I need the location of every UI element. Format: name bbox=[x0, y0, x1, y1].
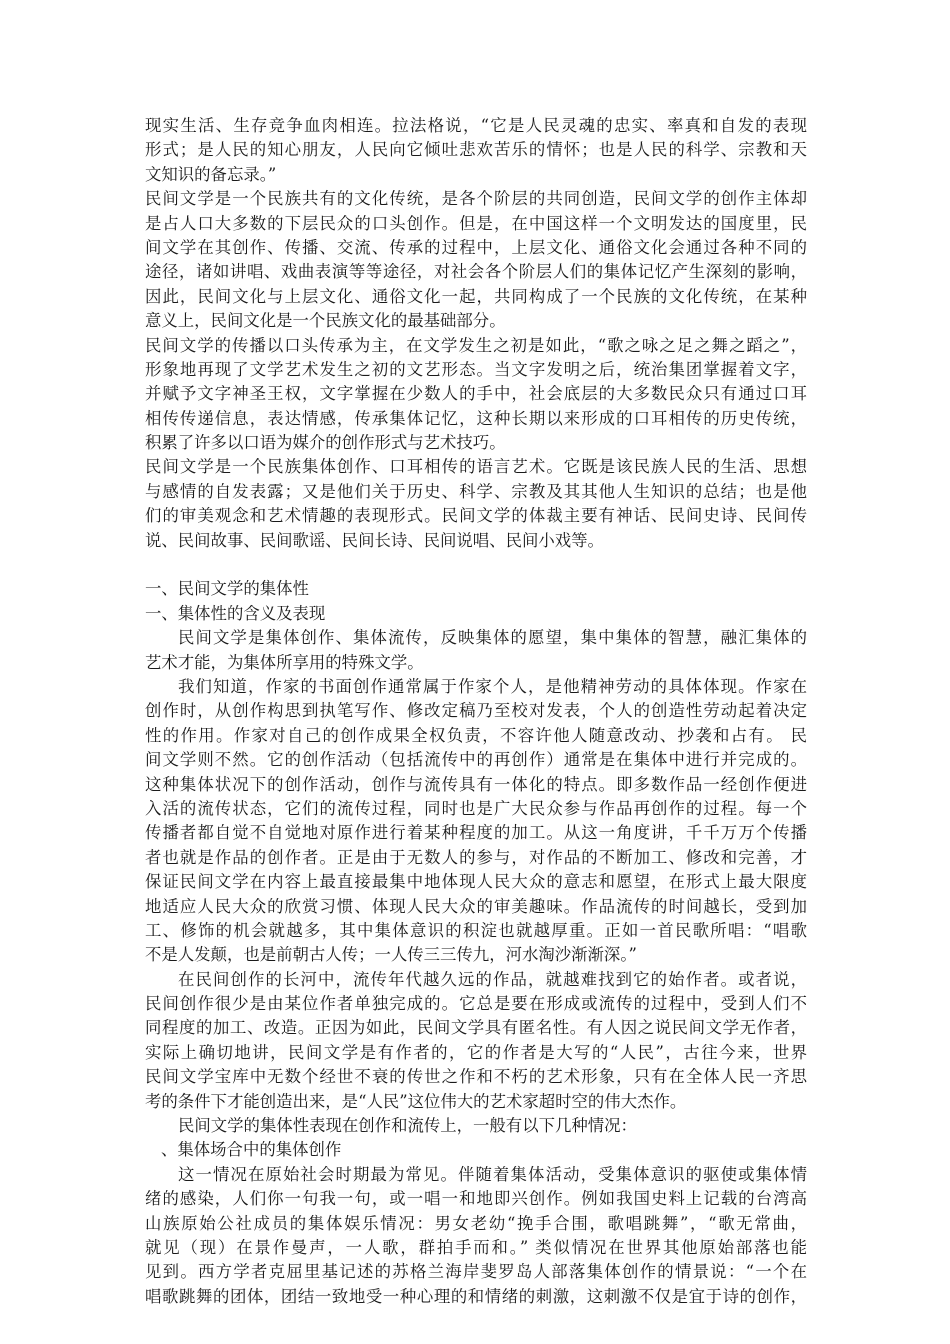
section-heading: 一、民间文学的集体性 bbox=[145, 579, 309, 599]
text-line: 传播者都自觉不自觉地对原作进行着某种程度的加工。从这一角度讲，千千万万个传播 bbox=[145, 823, 807, 843]
text-line: 们的审美观念和艺术情趣的表现形式。民间文学的体裁主要有神话、民间史诗、民间传 bbox=[145, 506, 807, 526]
text-line: 民间创作很少是由某位作者单独完成的。它总是要在形成或流传的过程中，受到人们不 bbox=[145, 994, 807, 1014]
text-line: 间文学在其创作、传播、交流、传承的过程中，上层文化、通俗文化会通过各种不同的 bbox=[145, 237, 807, 257]
text-line: 意义上，民间文化是一个民族文化的最基础部分。 bbox=[145, 311, 506, 331]
text-line: 说、民间故事、民间歌谣、民间长诗、民间说唱、民间小戏等。 bbox=[145, 530, 604, 550]
text-line: 地适应人民大众的欣赏习惯、体现人民大众的审美趣味。作品流传的时间越长，受到加 bbox=[145, 896, 807, 916]
text-line: 民间文学宝库中无数个经世不衰的传世之作和不朽的艺术形象，只有在全体人民一齐思 bbox=[145, 1067, 807, 1087]
text-line: 因此，民间文化与上层文化、通俗文化一起，共同构成了一个民族的文化传统，在某种 bbox=[145, 286, 807, 306]
text-line: 形象地再现了文学艺术发生之初的文艺形态。当文字发明之后，统治集团掌握着文字， bbox=[145, 359, 807, 379]
subsection-heading: 、集体场合中的集体创作 bbox=[161, 1140, 342, 1160]
text-line: 民间文学的传播以口头传承为主，在文学发生之初是如此，“歌之咏之足之舞之蹈之”， bbox=[145, 335, 807, 355]
text-line: 途径，诸如讲唱、戏曲表演等等途径，对社会各个阶层人们的集体记忆产生深刻的影响， bbox=[145, 262, 807, 282]
text-line: 实际上确切地讲，民间文学是有作者的，它的作者是大写的“人民”，古往今来，世界 bbox=[145, 1042, 807, 1062]
text-line: 与感情的自发表露；又是他们关于历史、科学、宗教及其其他人生知识的总结；也是他 bbox=[145, 481, 807, 501]
paragraph-first-line: 民间文学的集体性表现在创作和流传上，一般有以下几种情况： bbox=[178, 1116, 637, 1136]
text-line: 工、修饰的机会就越多，其中集体意识的积淀也就越厚重。正如一首民歌所唱：“唱歌 bbox=[145, 920, 807, 940]
text-line: 同程度的加工、改造。正因为如此，民间文学具有匿名性。有人因之说民间文学无作者， bbox=[145, 1018, 807, 1038]
text-line: 者也就是作品的创作者。正是由于无数人的参与，对作品的不断加工、修改和完善，才 bbox=[145, 847, 807, 867]
text-line: 形式；是人民的知心朋友，人民向它倾吐悲欢苦乐的情怀；也是人民的科学、宗教和天 bbox=[145, 140, 807, 160]
text-line: 现实生活、生存竞争血肉相连。拉法格说，“它是人民灵魂的忠实、率真和自发的表现 bbox=[145, 116, 807, 135]
section-heading: 一、集体性的含义及表现 bbox=[145, 603, 326, 623]
document-body bbox=[145, 114, 807, 1309]
text-line: 入活的流传状态，它们的流传过程，同时也是广大民众参与作品再创作的过程。每一个 bbox=[145, 798, 807, 818]
text-line: 民间文学是一个民族共有的文化传统，是各个阶层的共同创造，民间文学的创作主体却 bbox=[145, 189, 807, 209]
text-line: 并赋予文字神圣王权，文字掌握在少数人的手中，社会底层的大多数民众只有通过口耳 bbox=[145, 384, 807, 404]
blank-line bbox=[145, 553, 807, 577]
text-line: 就见（现）在景作曼声，一人歌，群拍手而和。” 类似情况在世界其他原始部落也能 bbox=[145, 1237, 807, 1257]
text-line: 间文学则不然。它的创作活动（包括流传中的再创作）通常是在集体中进行并完成的。 bbox=[145, 750, 807, 770]
text-line: 考的条件下才能创造出来，是“人民”这位伟大的艺术家超时空的伟大杰作。 bbox=[145, 1091, 687, 1111]
text-line: 是占人口大多数的下层民众的口头创作。但是，在中国这样一个文明发达的国度里，民 bbox=[145, 213, 807, 233]
paragraph-first-line: 民间文学是集体创作、集体流传，反映集体的愿望，集中集体的智慧，融汇集体的 bbox=[178, 628, 807, 648]
text-line: 创作时，从创作构思到执笔写作、修改定稿乃至校对发表，个人的创造性劳动起着决定 bbox=[145, 701, 807, 721]
paragraph-first-line: 这一情况在原始社会时期最为常见。伴随着集体活动，受集体意识的驱使或集体情 bbox=[178, 1164, 807, 1184]
text-line: 见到。西方学者克屈里基记述的苏格兰海岸斐罗岛人部落集体创作的情景说：“一个在 bbox=[145, 1262, 807, 1282]
text-line: 相传传递信息，表达情感，传承集体记忆，这种长期以来形成的口耳相传的历史传统， bbox=[145, 408, 807, 428]
text-line: 文知识的备忘录。” bbox=[145, 164, 277, 184]
text-line: 绪的感染，人们你一句我一句，或一唱一和地即兴创作。例如我国史料上记载的台湾高 bbox=[145, 1189, 807, 1209]
text-line: 民间文学是一个民族集体创作、口耳相传的语言艺术。它既是该民族人民的生活、思想 bbox=[145, 457, 807, 477]
text-line: 这种集体状况下的创作活动，创作与流传具有一体化的特点。即多数作品一经创作便进 bbox=[145, 774, 807, 794]
text-line: 性的作用。作家对自己的创作成果全权负责，不容许他人随意改动、抄袭和占有。 民 bbox=[145, 725, 807, 745]
text-line: 艺术才能，为集体所享用的特殊文学。 bbox=[145, 652, 424, 672]
paragraph-first-line: 我们知道，作家的书面创作通常属于作家个人，是他精神劳动的具体体现。作家在 bbox=[178, 676, 807, 696]
text-line: 不是人发颠，也是前朝古人传；一人传三三传九，河水淘沙渐渐深。” bbox=[145, 945, 637, 965]
text-line: 保证民间文学在内容上最直接最集中地体现人民大众的意志和愿望，在形式上最大限度 bbox=[145, 872, 807, 892]
text-line: 唱歌跳舞的团体，团结一致地受一种心理的和情绪的刺激，这刺激不仅是宜于诗的创作， bbox=[145, 1286, 807, 1306]
text-line: 积累了许多以口语为媒介的创作形式与艺术技巧。 bbox=[145, 433, 506, 453]
text-line: 山族原始公社成员的集体娱乐情况：男女老幼“挽手合围，歌唱跳舞”，“歌无常曲， bbox=[145, 1213, 807, 1233]
paragraph-first-line: 在民间创作的长河中，流传年代越久远的作品，就越难找到它的始作者。或者说， bbox=[178, 969, 807, 989]
